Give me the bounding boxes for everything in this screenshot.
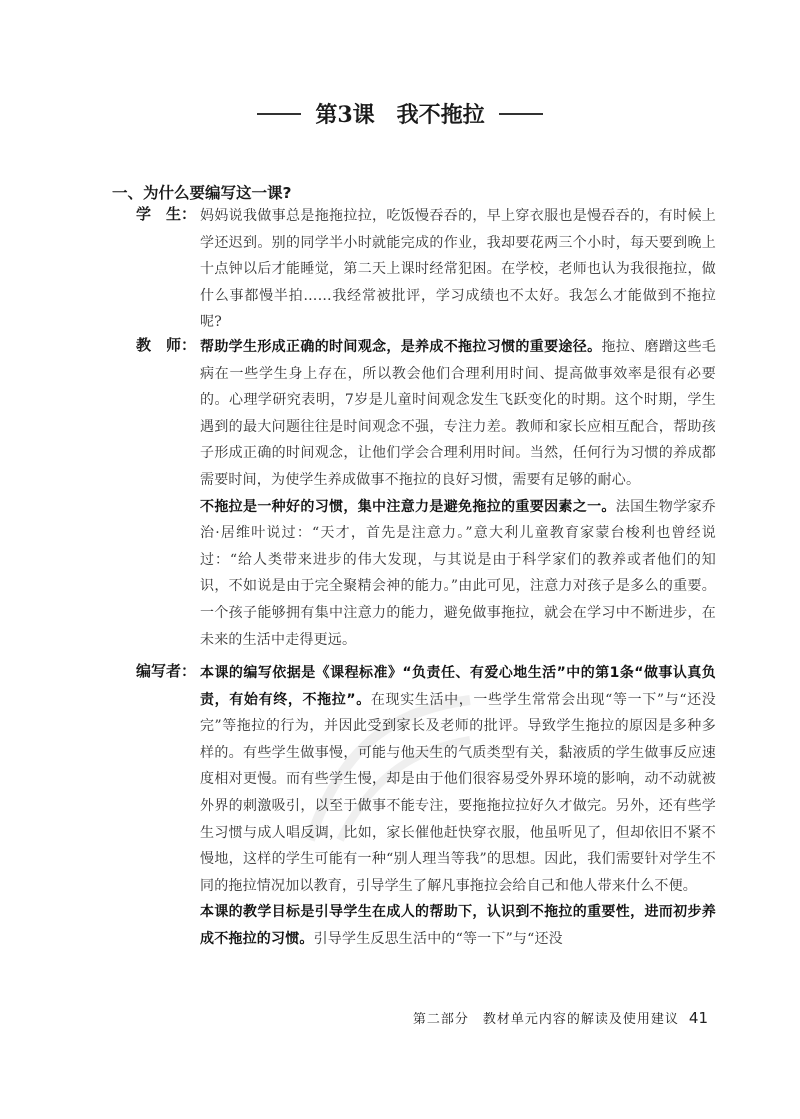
author-paragraph-2: [200, 899, 716, 952]
teacher-emphasis-1: 帮助学生形成正确的时间观念，是养成不拖拉习惯的重要途径。: [200, 339, 602, 355]
title-dash-left: [257, 113, 301, 115]
author-text-1: 在现实生活中，一些学生常常会出现“等一下”与“还没完”等拖拉的行为，并因此受到家长及老师的批评。导致学生拖拉的原因是多种多样的。有些学生做事慢，可能与他天生的气质类型有关，黏液质的学生做事反应速度相对更慢。而有些学生慢，却是由于他们很容易受外界环境的影响，动不动就被外界的刺激吸引，以至于做事不能专注，要拖拖拉拉好久才做完。另外，还有些学生习惯与成人唱反调，比如，家长催他赶快穿衣服，他虽听见了，但却依旧不紧不慢地，这样的学生可能有一种“别人理当等我”的思想。因此，我们需要针对学生不同的拖拉情况加以教育，引导学生了解凡事拖拉会给自己和他人带来什么不便。: [200, 691, 716, 894]
author-emphasis-2: 本课的教学目标是引导学生在成人的帮助下，认识到不拖拉的重要性，进而初步养成不拖拉的习惯。: [200, 904, 716, 947]
teacher-text-1: 拖拉、磨蹭这些毛病在一些学生身上存在，所以教会他们合理利用时间、提高做事效率是很有必要的。心理学研究表明，7岁是儿童时间观念发生飞跃变化的时期。这个时期，学生遇到的最大问题往往是时间观念不强，专注力差。教师和家长应相互配合，帮助孩子形成正确的时间观念，让他们学会合理利用时间。当然，任何行为习惯的养成都需要时间，为使学生养成做事不拖拉的良好习惯，需要有足够的耐心。: [200, 339, 716, 488]
teacher-paragraph-2: [200, 494, 716, 654]
teacher-paragraph-1: [200, 334, 716, 494]
teacher-block: [136, 334, 716, 653]
teacher-text-2: 法国生物学家乔治·居维叶说过：“天才，首先是注意力。”意大利儿童教育家蒙台梭利也曾经说过：“给人类带来进步的伟大发现，与其说是由于科学家们的教养或者他们的知识，不如说是由于完全聚精会神的能力。”由此可见，注意力对孩子是多么的重要。一个孩子能够拥有集中注意力的能力，避免做事拖拉，就会在学习中不断进步，在未来的生活中走得更远。: [200, 498, 716, 648]
page-number: 41: [688, 1009, 708, 1027]
footer-text: 第二部分 教材单元内容的解读及使用建议: [412, 1012, 679, 1027]
speaker-author: 编写者：: [136, 662, 197, 680]
speaker-teacher: 教 师：: [136, 336, 197, 354]
teacher-emphasis-2: 不拖拉是一种好的习惯，集中注意力是避免拖拉的重要因素之一。: [200, 498, 616, 515]
section-heading: 一、为什么要编写这一课?: [112, 184, 292, 202]
speaker-student: 学 生：: [136, 205, 197, 223]
lesson-name: 我不拖拉: [396, 102, 485, 128]
title-dash-right: [499, 113, 543, 115]
student-text: 妈妈说我做事总是拖拖拉拉，吃饭慢吞吞的，早上穿衣服也是慢吞吞的，有时候上学还迟到。别的同学半小时就能完成的作业，我却要花两三个小时，每天要到晚上十点钟以后才能睡觉，第二天上课时经常犯困。在学校，老师也认为我很拖拉，做什么事都慢半拍……我经常被批评，学习成绩也不太好。我怎么才能做到不拖拉呢?: [200, 208, 716, 331]
lesson-number: 第3课: [315, 102, 375, 128]
author-paragraph-1: [200, 660, 716, 899]
author-block: [136, 660, 716, 953]
lesson-title: [0, 98, 800, 129]
page-footer: [413, 1008, 708, 1027]
student-block: [136, 203, 716, 336]
author-emphasis-1: 本课的编写依据是《课程标准》“负责任、有爱心地生活”中的第1条“做事认真负责，有始有终，不拖拉”。: [200, 665, 716, 708]
author-text-2: 引导学生反思生活中的“等一下”与“还没: [313, 930, 563, 947]
